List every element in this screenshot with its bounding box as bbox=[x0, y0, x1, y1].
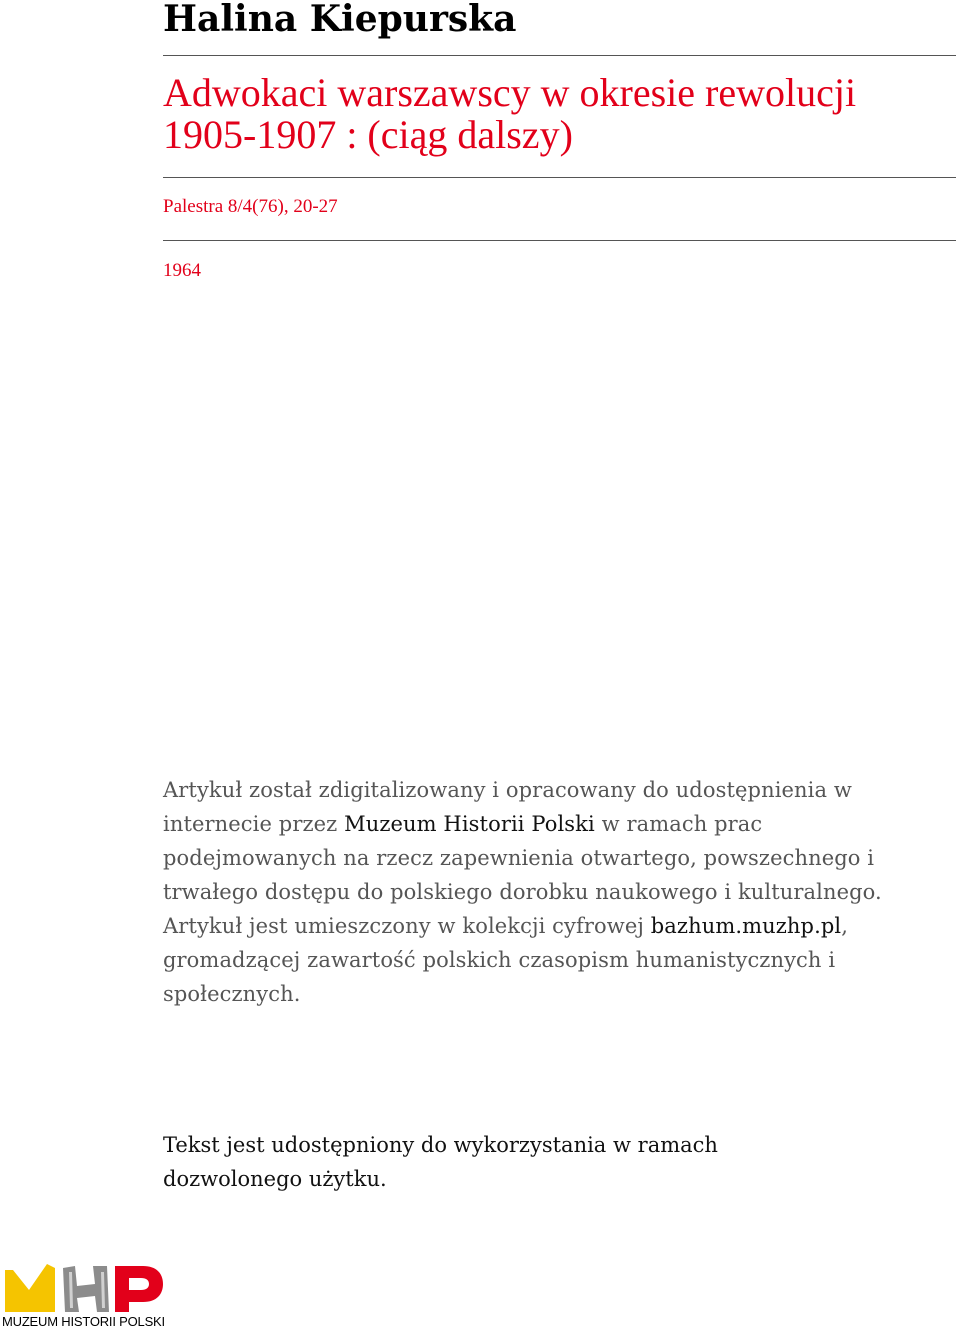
source-citation: Palestra 8/4(76), 20-27 bbox=[163, 196, 338, 217]
website-link[interactable]: bazhum.muzhp.pl bbox=[650, 914, 842, 938]
logo-caption: MUZEUM HISTORII POLSKI bbox=[2, 1314, 165, 1329]
author-name: Halina Kiepurska bbox=[163, 0, 517, 40]
museum-name: Muzeum Historii Polski bbox=[344, 812, 595, 836]
divider-bottom bbox=[163, 240, 956, 241]
digitization-notice bbox=[163, 773, 923, 1011]
article-title: Adwokaci warszawscy w okresie rewolucji 1905-1907 : (ciąg dalszy) bbox=[163, 70, 857, 157]
divider-middle bbox=[163, 177, 956, 178]
divider-top bbox=[163, 55, 956, 56]
logo-red-p-shape bbox=[115, 1266, 163, 1312]
notice-text-1: Artykuł został zdigitalizowany i opracowany do udostępnienia w internecie przez bbox=[163, 778, 852, 836]
publication-year: 1964 bbox=[163, 260, 201, 281]
notice-text-3: , gromadzącej zawartość polskich czasopism humanistycznych i społecznych. bbox=[163, 914, 849, 1006]
notice-text-2: w ramach prac podejmowanych na rzecz zapewnienia otwartego, powszechnego i trwałego dostępu do polskiego dorobku naukowego i kulturalnego. Artykuł jest umieszczony w kolekcji cyfrowej bbox=[163, 812, 882, 938]
license-notice: Tekst jest udostępniony do wykorzystania w ramach dozwolonego użytku. bbox=[163, 1133, 718, 1191]
